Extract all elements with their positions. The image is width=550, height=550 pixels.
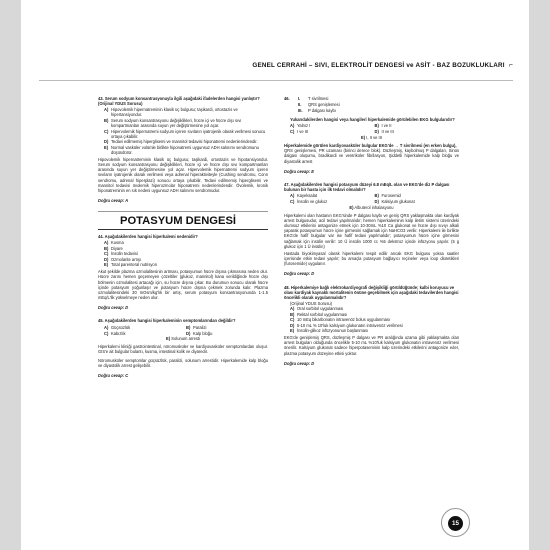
header-divider (39, 80, 513, 81)
q48-option-e: E) İnsülin-glikoz infüzyonunun başlanması (290, 327, 369, 333)
q48-option-c: C) 10 mEq bikarbonatın intravenöz bolus uygulanması (290, 317, 391, 323)
q48-option-b: B) Rektal sorbitol uygulanması (290, 311, 348, 317)
q45-explanation-2: Nöromusküler semptomlar güçsüzlük, paralizi, solunum arrestidir. Hiperkalemide kalp bloğu ve diyastolik arrest gelişebilir. (98, 357, 268, 368)
question-43-title: 43. Serum sodyum konsantrasyonuyla ilgili aşağıdaki ifadelerden hangisi yanlıştır? (Orijinal YDUS Sorusu) (98, 96, 260, 107)
q45-options (98, 325, 268, 337)
q45-option-a: A) Güçsüzlük (104, 324, 131, 330)
question-47 (284, 182, 459, 277)
q47-options (284, 193, 459, 205)
q48-option-d: D) 5-10 mL % 10'luk kalsiyum glukonatın intravenöz verilmesi (290, 322, 403, 328)
q46-option-c: C) I ve III (290, 129, 309, 135)
right-column (284, 96, 459, 374)
q46-options (284, 123, 459, 135)
q47-explanation-2: Hastada biyokimyasal olarak hiperkalemi tespit edilir ancak EKG bulgusu yoksa saatler içerisinde etkin tedavi yapılır; bu amaçla potasyum bağlayıcı reçineler veya loop diüretikleri (furosemide) uygulanır. (284, 250, 459, 267)
q43-option-d: D) Tedavi edilmemiş hiperglisemi ve mannitol tedavisi hiponatremi nedenlerindendir. (104, 139, 258, 145)
header-title: GENEL CERRAHİ – SIVI, ELEKTROLİT DENGESİ ve ASİT - BAZ BOZUKLUKLARI (252, 62, 505, 69)
q46-header (284, 96, 459, 113)
page-number: 15 (448, 516, 463, 531)
question-44 (98, 234, 268, 310)
q45-option-d: D) Kalp bloğu (186, 330, 213, 336)
q46-answer: Doğru cevap: E (284, 168, 315, 174)
q47-answer: Doğru cevap: D (284, 271, 315, 277)
q47-explanation-1: Hiperkalemi olan hastanın EKG'sinde P dalgası kaybı ve geniş QRS yaklaşmakta olan kardiyak arrest bulgusudur, acil tedavi yapılmalıdır; hemen hiperkaleminin kalp iletim sistemi üzerindeki olumsuz etkilerini antagonize etmek için 10-30mL %10 Ca glukonat ve hücre dışı sıvıyı alkali yaparak potasyumun hücre içine girmesini sağlamak için NaHCO3 verilir. Hiperkalemi ile birlikte EKG'de hafif bulgular var ise hafif tedavi yapılmalıdır; potasyumun hücre içine girmesini sağlamak için insülin verilir: 10 Ü insülin 1000 cc %5 dekstroz içinde infüzyonu yapılır. (5 g glukoz için 1 Ü insülin) (284, 212, 459, 249)
q44-option-c: C) İnsülin tedavisi (104, 251, 138, 257)
question-48-title: 48. Hiperkalemiye bağlı elektrokardiyografi değişikliği görüldüğünde; kalbi koruyucu ve olası kardiyak kaynaklı mortalitenin önüne geçebilmek için aşağıdaki tedavilerden hangisi öncelikli olarak uygulanmalıdır? (284, 284, 459, 300)
question-48 (284, 285, 459, 366)
q43-explanation: Hipovolemik hipernatreminin klasik üç bulgusu; taşikardi, ortostazis ve hipotansiyondur. Serum sodyum konsantrasyonu değişiklikleri, hücre içi ve hücre dışı sıvı kompartmanları arasında suyun yer değiştirmesine yol açar. Hipervolemik hipernatremi sodyum içeren sıvıların iyatrojenik olarak verilmesi veya adrenal hiperaktiviteyle (Cushing sendromu, Conn sendromu, adrenal hiperplazi) sonucu ortaya çıkabilir. Tedavi edilmemiş hiperglisemi ve mannitol tedavisi övolemik hiperozmolar hiponatremi nedenlerindendir. Övolemik, kronik hiponatreminin en sık nedeni uygunsuz ADH salınımı sendromudur. (98, 156, 268, 193)
question-45-title: 45. Aşağıdakilerden hangisi hiperkaleminin semptomlarından değildir? (98, 318, 236, 324)
q43-option-c: C) Hipervolemik hipernatremi sodyum içeren sıvıların iyatrojenik olarak verilmesi sonucu ortaya çıkabilir. (104, 128, 266, 139)
book-page (21, 0, 529, 550)
question-47-title: 47. Aşağıdakilerden hangisi potasyum düzeyi 6.8 mEq/L olan ve EKG'de diz P dalgası bulunan bir hasta için ilk tedavi olmalıdır? (284, 181, 450, 192)
q44-answer: Doğru cevap: D (98, 305, 129, 311)
q45-answer: Doğru cevap: C (98, 372, 129, 378)
q47-option-e: E) Albuterol inhalasyonu (349, 204, 394, 210)
q45-explanation-1: Hiperkalemi kliniği gastrointestinal, nöromusküler ve kardiyovasküler semptomlardan oluşur. GIS'e ait bulgular bulantı, kusma, intestinal kolik ve diyaredir. (98, 344, 268, 355)
question-46-number: 46. (284, 96, 290, 101)
q43-option-e: E) Normal vasküler volümle birlikte hiponatremi uygunsuz ADH salınımı sendromunu düşündürür. (104, 144, 259, 155)
q46-option-e: E) I, II ve III (361, 134, 382, 140)
question-45 (98, 318, 268, 378)
q44-option-e: E) Total parenteral nutrisyon (104, 262, 157, 268)
q46-explanation-1: Hiperkalemide görülen kardiyovasküler bulgular EKG'de → T sivrilmesi (en erken bulgu), (284, 143, 457, 149)
q45-option-e: E) Solunum arresti (166, 336, 200, 342)
q44-explanation: Akut şekilde plazma ozmolalitesinin artması, potasyumun hücre dışına çıkmasına neden olur. Hücre zarını hemen geçemeyen çözeltiler (glukoz, mannitol) kana verildiğinde hücre dışı bölmenin ozmolalitesi artacağı için, su hücre dışına çıkar. Bu durumun sonucu olarak hücre içinde potasyum yoğunlaşır ve potasyum hücre dışına çekmek zorunda kalır. Plazma ozmolalitesindeki 30 mOsm/kg'lık bir artış, serum potasyum konsantrasyonunda 1-1.5 mEq/L'lik yükselmeye neden olur. (98, 269, 268, 301)
q46-item-1: I. T sivrilmesi (298, 96, 329, 101)
question-44-title: 44. Aşağıdakilerden hangisi hiperkalemi nedenidir? (98, 234, 198, 240)
q47-option-d: D) Kalsiyum glukonat (374, 199, 415, 205)
q48-explanation: EKG'de genişlemiş QRS, düzleşmiş P dalgası ve PR aralığında uzama gibi yaklaşmakta olan arrest bulguları olduğunda öncelikle 5-10 mL %10'luk kalsiyum glukonatın intravenöz verilmesi önerilir. Kalsiyum glukonat sadece hiperpotaseminin kalp üzerindeki etkilerini antagonize eder, plazma potasyum düzeyine etkisi yoktur. (284, 335, 459, 356)
q45-option-b: B) Paralizi (186, 324, 207, 330)
q46-option-a: A) Yalnız I (290, 123, 311, 129)
q45-option-c: C) Kabızlık (104, 330, 126, 336)
q43-option-a: A) Hipovolemik hipernatreminin klasik üç bulgusu; taşikardi, ortostazis ve hipertansiyondur. (104, 107, 238, 118)
q47-option-b: B) Furosemid (374, 193, 401, 199)
q47-option-a: A) Kayeksalat (290, 193, 318, 199)
q44-option-a: A) Kusma (104, 240, 124, 246)
q46-item-2: II. QRS genişlemesi (298, 101, 340, 107)
q46-item-3: III. P dalgası kaybı (298, 107, 336, 113)
q46-option-b: B) I ve II (374, 123, 392, 129)
q46-explanation-2: QRS genişlemesi, PR uzaması (birinci derece blok). Düzleşmiş, kaybolmuş P dalgaları, Sinüs dalgası oluşumu, bradikardi ve ventriküler fibrilasyon, Şiddetli hiperkalemide kalp bloğu ve diyastolik arrest (284, 148, 459, 164)
q43-answer: Doğru cevap: A (98, 198, 129, 203)
q43-option-b: B) Serum sodyum konsantrasyonu değişiklikleri, hücre içi ve hücre dışı sıvı kompartmanları arasında suyun yer değiştirmesine yol açar. (104, 117, 242, 129)
q46-option-d: D) II ve III (374, 129, 394, 135)
q44-option-d: D) Ozmolarite artışı (104, 256, 142, 262)
q46-question: Yukarıdakilerden hangisi veya hangileri hiperkalemide görülebilen EKG bulgularıdır? (290, 117, 455, 123)
q44-option-b: B) Diyare (104, 245, 123, 251)
left-column (98, 96, 268, 386)
question-43 (98, 96, 268, 203)
q47-option-c: C) İnsülin ve glukoz (290, 199, 328, 205)
header-mark: ⌐ (508, 62, 513, 69)
q48-option-a: A) Oral sorbitol uygulanması (290, 306, 344, 312)
q46-items (298, 96, 340, 113)
q48-source: (Orijinal YDUS Sorusu) (290, 301, 333, 306)
q48-answer: Doğru cevap: D (284, 360, 315, 366)
section-title: POTASYUM DENGESİ (98, 211, 268, 230)
running-header (21, 62, 529, 78)
question-46 (284, 96, 459, 174)
